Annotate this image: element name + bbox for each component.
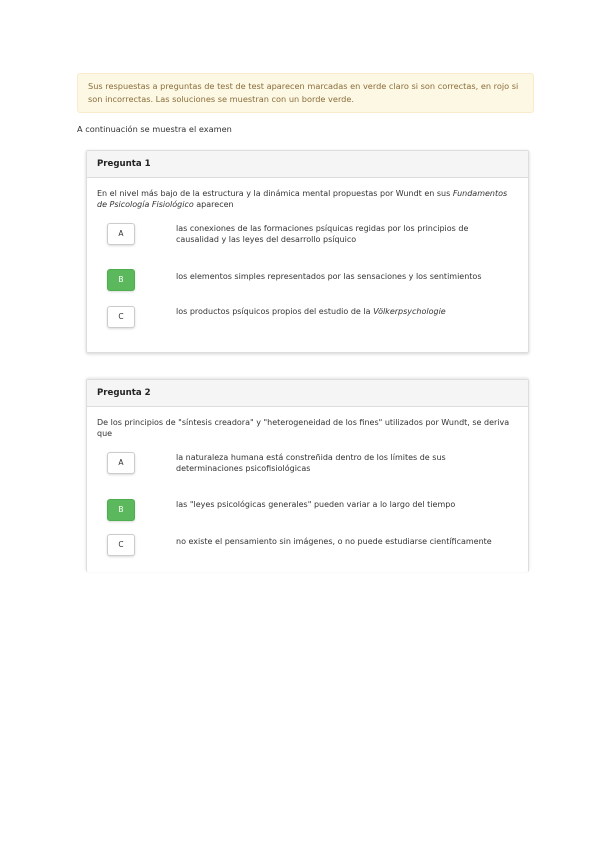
question-card-1 <box>86 150 529 353</box>
option-a-button[interactable]: A <box>107 452 135 474</box>
question-title: Pregunta 2 <box>87 380 528 407</box>
option-c-button[interactable]: C <box>107 306 135 328</box>
question-text-italic: Fundamentos de Psicología Fisiológico <box>97 189 508 209</box>
option-a-text: la naturaleza humana está constreñida dentro de los límites de sus determinaciones psicofisiológicas <box>176 453 446 473</box>
option-b-button[interactable]: B <box>107 269 135 291</box>
question-card-2 <box>86 379 529 572</box>
exam-intro-text: A continuación se muestra el examen <box>77 124 232 134</box>
feedback-notice: Sus respuestas a preguntas de test de test aparecen marcadas en verde claro si son correctas, en rojo si son incorrectas. Las soluciones se muestran con un borde verde. <box>77 73 534 113</box>
option-b-text: los elementos simples representados por las sensaciones y los sentimientos <box>176 272 482 281</box>
question-title: Pregunta 1 <box>87 151 528 178</box>
question-text: En el nivel más bajo de la estructura y la dinámica mental propuestas por Wundt en sus Fundamentos de Psicología Fisiológico aparecen <box>97 189 508 209</box>
question-text: De los principios de "síntesis creadora" y "heterogeneidad de los fines" utilizados por Wundt, se deriva que <box>97 418 510 438</box>
option-c-text: no existe el pensamiento sin imágenes, o no puede estudiarse científicamente <box>176 537 492 546</box>
option-a-text: las conexiones de las formaciones psíquicas regidas por los principios de causalidad y las leyes del desarrollo psíquico <box>176 224 469 244</box>
option-c-button[interactable]: C <box>107 534 135 556</box>
option-b-button[interactable]: B <box>107 499 135 521</box>
option-c-text: los productos psíquicos propios del estudio de la Völkerpsychologie <box>176 307 446 316</box>
option-c-text-italic: Völkerpsychologie <box>373 307 446 316</box>
option-a-button[interactable]: A <box>107 223 135 245</box>
option-b-text: las "leyes psicológicas generales" pueden variar a lo largo del tiempo <box>176 500 456 509</box>
